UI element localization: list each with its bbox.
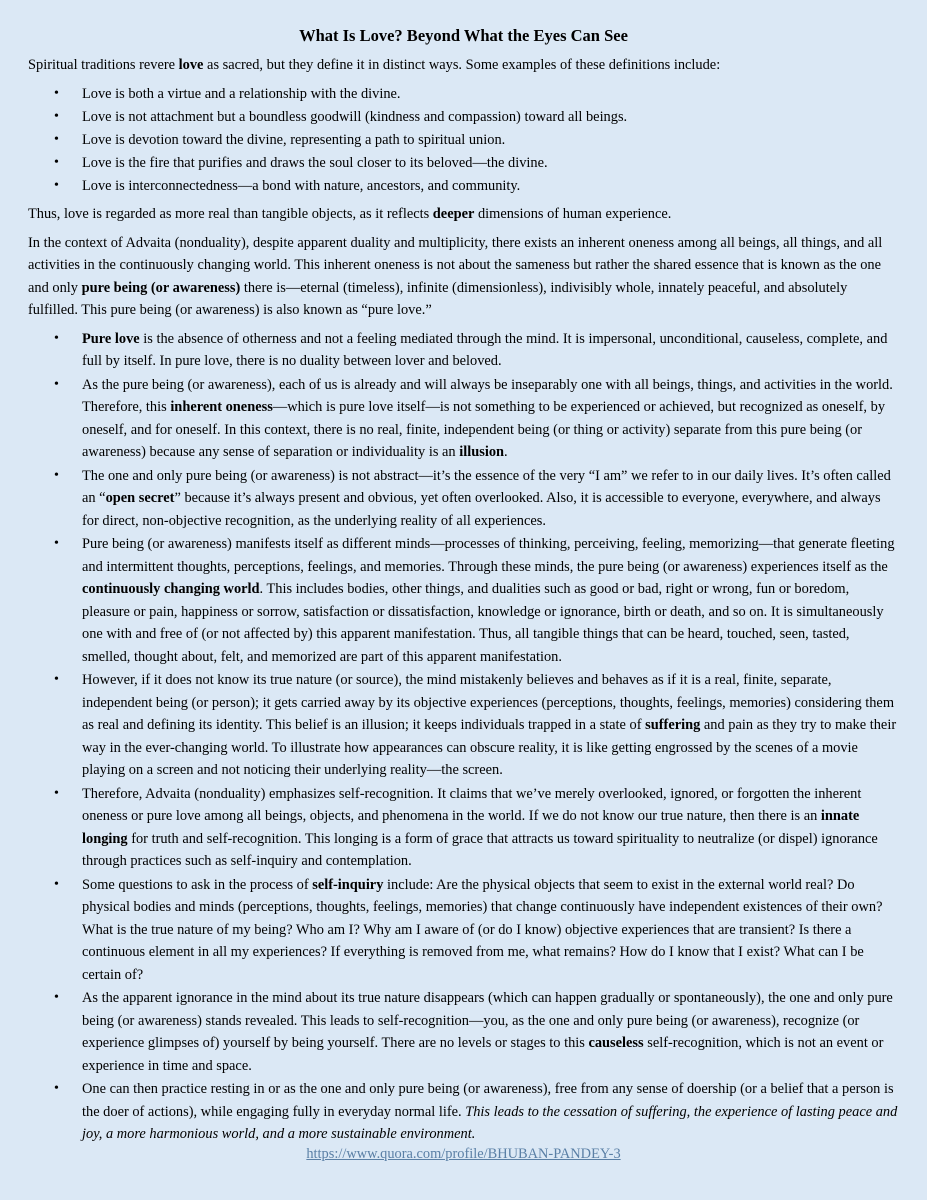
list-item: • Love is not attachment but a boundless goodwill (kindness and compassion) toward all beings. [82, 106, 899, 129]
list-item: • Love is devotion toward the divine, representing a path to spiritual union. [82, 129, 899, 152]
list-item: • Pure being (or awareness) manifests itself as different minds—processes of thinking, perceiving, feeling, memorizing—that generate fleeting and intermittent thoughts, perceptions, feelings, and memories. Through these minds, the pure being (or awareness) experiences itself as the continuously changing world. This includes bodies, other things, and dualities such as good or bad, right or wrong, fun or boredom, pleasure or pain, happiness or sorrow, satisfaction or dissatisfaction, knowledge or ignorance, birth or death, and so on. It is simultaneously one with and free of (or not affected by) this apparent manifestation. Thus, all tangible things that can be heard, touched, seen, tasted, smelled, thought about, felt, and memorized are part of this apparent manifestation. [82, 533, 899, 668]
definitions-list [28, 83, 899, 198]
profile-link[interactable]: https://www.quora.com/profile/BHUBAN-PANDEY-3 [306, 1146, 621, 1162]
list-item: • Therefore, Advaita (nonduality) emphasizes self-recognition. It claims that we’ve merely overlooked, ignored, or forgotten the inherent oneness or pure love among all beings, objects, and phenomena in the world. If we do not know our true nature, then there is an innate longing for truth and self-recognition. This longing is a form of grace that attracts us toward spirituality to neutralize (or dispel) ignorance through practices such as self-inquiry and contemplation. [82, 783, 899, 873]
points-list [28, 328, 899, 1146]
thus-paragraph: Thus, love is regarded as more real than tangible objects, as it reflects deeper dimensions of human experience. [28, 206, 672, 222]
list-item: • Love is interconnectedness—a bond with nature, ancestors, and community. [82, 175, 899, 198]
list-item: • Some questions to ask in the process of self-inquiry include: Are the physical objects that seem to exist in the external world real? Do physical bodies and minds (perceptions, thoughts, feelings, memories) that change continuously have independent existences of their own? What is the true nature of my being? Who am I? Why am I aware of (or do I know) objective experiences that are transient? Is there a continuous element in all my experiences? If everything is removed from me, what remains? How do I know that I exist? What can I be certain of? [82, 874, 899, 987]
list-item: • As the pure being (or awareness), each of us is already and will always be inseparably one with all beings, things, and activities in the world. Therefore, this inherent oneness—which is pure love itself—is not something to be experienced or achieved, but recognized as oneself, by oneself, and for oneself. In this context, there is no real, finite, independent being (or thing or activity) separate from this pure being (or awareness) because any sense of separation or individuality is an illusion. [82, 374, 899, 464]
list-item: • Pure love is the absence of otherness and not a feeling mediated through the mind. It is impersonal, unconditional, causeless, complete, and full by itself. In pure love, there is no duality between lover and beloved. [82, 328, 899, 373]
advaita-paragraph: In the context of Advaita (nonduality), despite apparent duality and multiplicity, there exists an inherent oneness among all beings, all things, and all activities in the continuously changing world. This inherent oneness is not about the sameness but rather the shared essence that is known as the one and only pure being (or awareness) there is—eternal (timeless), infinite (dimensionless), indivisibly whole, innately peaceful, and absolutely fulfilled. This pure being (or awareness) is also known as “pure love.” [28, 234, 883, 318]
list-item: • Love is both a virtue and a relationship with the divine. [82, 83, 899, 106]
list-item: • As the apparent ignorance in the mind about its true nature disappears (which can happen gradually or spontaneously), the one and only pure being (or awareness) stands revealed. This leads to self-recognition—you, as the one and only pure being (or awareness), recognize (or experience glimpses of) yourself by being yourself. There are no levels or stages to this causeless self-recognition, which is not an event or experience in time and space. [82, 987, 899, 1077]
list-item: • However, if it does not know its true nature (or source), the mind mistakenly believes and behaves as if it is a real, finite, separate, independent being (or person); it gets carried away by its objective experiences (perceptions, thoughts, feelings, memories) considering them as real and defining its identity. This belief is an illusion; it keeps individuals trapped in a state of suffering and pain as they try to make their way in the ever-changing world. To illustrate how appearances can obscure reality, it is like getting engrossed by the scenes of a movie playing on a screen and not noticing their underlying reality—the screen. [82, 669, 899, 782]
list-item: • Love is the fire that purifies and draws the soul closer to its beloved—the divine. [82, 152, 899, 175]
list-item: • One can then practice resting in or as the one and only pure being (or awareness), free from any sense of doership (or a belief that a person is the doer of actions), while engaging fully in everyday normal life. This leads to the cessation of suffering, the experience of lasting peace and joy, a more harmonious world, and a more sustainable environment. [82, 1078, 899, 1146]
intro-paragraph: Spiritual traditions revere love as sacred, but they define it in distinct ways. Some examples of these definitions include: [28, 57, 721, 73]
footer [0, 1144, 927, 1164]
list-item: • The one and only pure being (or awareness) is not abstract—it’s the essence of the very “I am” we refer to in our daily lives. It’s often called an “open secret” because it’s always present and obvious, yet often overlooked. Also, it is accessible to everyone, everywhere, and always for direct, non-objective recognition, as the underlying reality of all experiences. [82, 465, 899, 533]
page-title: What Is Love? Beyond What the Eyes Can See [299, 26, 628, 45]
